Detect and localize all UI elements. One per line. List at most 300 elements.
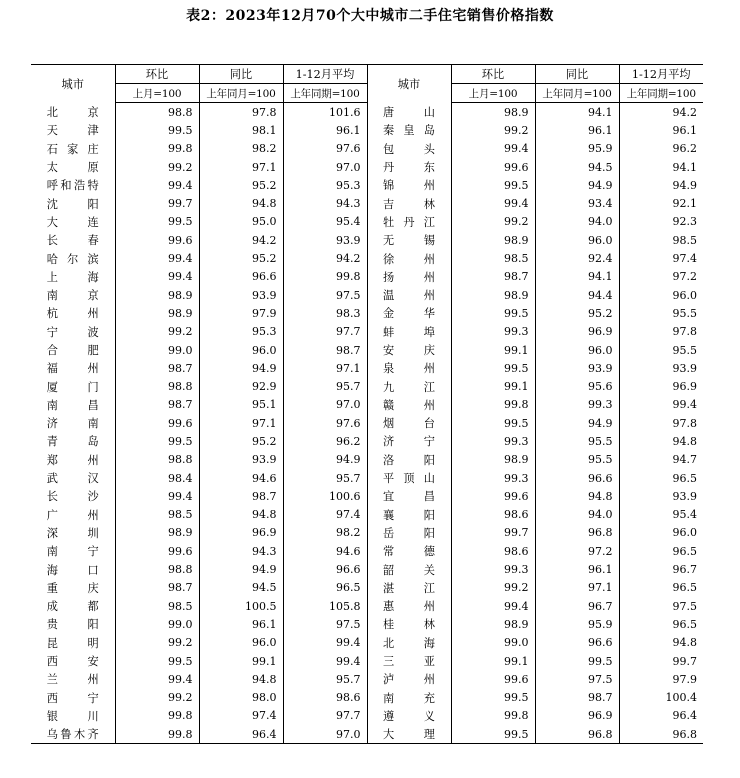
left-yoy-value: 94.3 bbox=[199, 542, 283, 560]
right-yoy-value: 95.5 bbox=[535, 432, 619, 450]
right-city-cell bbox=[367, 158, 451, 176]
left-city-cell bbox=[31, 469, 115, 487]
left-ytd-value: 94.9 bbox=[283, 451, 367, 469]
table-row bbox=[31, 140, 703, 158]
right-mom-value: 98.9 bbox=[451, 615, 535, 633]
ytd-base-left: 上年同期=100 bbox=[283, 84, 367, 103]
right-mom-value: 99.6 bbox=[451, 670, 535, 688]
right-mom-value: 99.3 bbox=[451, 323, 535, 341]
table-row bbox=[31, 634, 703, 652]
left-city-cell bbox=[31, 579, 115, 597]
yoy-base-left: 上年同月=100 bbox=[199, 84, 283, 103]
left-ytd-value: 98.3 bbox=[283, 304, 367, 322]
left-mom-value: 98.8 bbox=[115, 451, 199, 469]
left-mom-value: 98.9 bbox=[115, 304, 199, 322]
right-mom-value: 99.3 bbox=[451, 560, 535, 578]
right-city-cell bbox=[367, 469, 451, 487]
left-city-cell bbox=[31, 597, 115, 615]
left-city-cell bbox=[31, 231, 115, 249]
right-ytd-value: 94.2 bbox=[619, 103, 703, 122]
right-ytd-value: 94.9 bbox=[619, 176, 703, 194]
right-mom-value: 98.9 bbox=[451, 451, 535, 469]
left-city-cell bbox=[31, 487, 115, 505]
table-row bbox=[31, 103, 703, 122]
table-row bbox=[31, 689, 703, 707]
city-name: 海口 bbox=[46, 563, 99, 577]
right-city-cell bbox=[367, 634, 451, 652]
city-name: 呼和浩特 bbox=[46, 179, 99, 193]
left-yoy-value: 94.9 bbox=[199, 359, 283, 377]
left-yoy-value: 95.2 bbox=[199, 249, 283, 267]
right-mom-value: 99.5 bbox=[451, 725, 535, 744]
left-city-cell bbox=[31, 670, 115, 688]
city-name: 银川 bbox=[46, 709, 99, 723]
right-ytd-value: 97.5 bbox=[619, 597, 703, 615]
right-ytd-value: 96.5 bbox=[619, 469, 703, 487]
right-ytd-value: 97.4 bbox=[619, 249, 703, 267]
city-name: 北海 bbox=[383, 636, 435, 650]
left-mom-value: 99.2 bbox=[115, 158, 199, 176]
right-city-cell bbox=[367, 615, 451, 633]
left-city-cell bbox=[31, 615, 115, 633]
left-yoy-value: 96.4 bbox=[199, 725, 283, 744]
right-yoy-value: 94.8 bbox=[535, 487, 619, 505]
left-mom-value: 98.7 bbox=[115, 359, 199, 377]
left-ytd-value: 97.0 bbox=[283, 158, 367, 176]
right-mom-value: 99.2 bbox=[451, 579, 535, 597]
right-yoy-value: 96.9 bbox=[535, 707, 619, 725]
left-city-cell bbox=[31, 286, 115, 304]
city-name: 温州 bbox=[383, 289, 435, 303]
left-mom-value: 99.2 bbox=[115, 634, 199, 652]
right-city-cell bbox=[367, 231, 451, 249]
left-ytd-value: 94.6 bbox=[283, 542, 367, 560]
right-city-cell bbox=[367, 396, 451, 414]
right-yoy-value: 93.4 bbox=[535, 194, 619, 212]
left-ytd-value: 94.3 bbox=[283, 194, 367, 212]
left-yoy-value: 94.9 bbox=[199, 560, 283, 578]
table-row bbox=[31, 560, 703, 578]
left-ytd-value: 98.7 bbox=[283, 341, 367, 359]
right-mom-value: 99.1 bbox=[451, 652, 535, 670]
city-name: 沈阳 bbox=[46, 197, 99, 211]
right-mom-value: 99.3 bbox=[451, 432, 535, 450]
left-ytd-value: 101.6 bbox=[283, 103, 367, 122]
left-mom-value: 99.6 bbox=[115, 231, 199, 249]
city-name: 赣州 bbox=[383, 398, 435, 412]
right-yoy-value: 99.3 bbox=[535, 396, 619, 414]
left-yoy-value: 98.2 bbox=[199, 140, 283, 158]
city-name: 洛阳 bbox=[383, 453, 435, 467]
right-ytd-value: 96.7 bbox=[619, 560, 703, 578]
right-city-cell bbox=[367, 542, 451, 560]
right-mom-value: 98.5 bbox=[451, 249, 535, 267]
city-name: 厦门 bbox=[46, 380, 99, 394]
right-city-cell bbox=[367, 359, 451, 377]
left-yoy-value: 94.6 bbox=[199, 469, 283, 487]
left-city-cell bbox=[31, 341, 115, 359]
city-name: 安庆 bbox=[383, 344, 435, 357]
city-name: 济南 bbox=[46, 417, 99, 431]
table-row bbox=[31, 707, 703, 725]
city-name: 岳阳 bbox=[383, 526, 435, 540]
city-name: 烟台 bbox=[383, 417, 435, 431]
left-yoy-value: 97.1 bbox=[199, 414, 283, 432]
left-ytd-value: 93.9 bbox=[283, 231, 367, 249]
right-mom-value: 99.7 bbox=[451, 524, 535, 542]
right-mom-value: 98.9 bbox=[451, 286, 535, 304]
right-city-cell bbox=[367, 140, 451, 158]
table-row bbox=[31, 597, 703, 615]
right-city-cell bbox=[367, 560, 451, 578]
city-name: 西宁 bbox=[46, 691, 99, 705]
right-ytd-value: 96.9 bbox=[619, 377, 703, 395]
left-mom-value: 99.4 bbox=[115, 487, 199, 505]
right-city-cell bbox=[367, 451, 451, 469]
right-ytd-value: 100.4 bbox=[619, 689, 703, 707]
right-mom-value: 98.9 bbox=[451, 231, 535, 249]
right-city-cell bbox=[367, 304, 451, 322]
table-row bbox=[31, 652, 703, 670]
city-header-right: 城市 bbox=[367, 65, 451, 103]
left-mom-value: 98.9 bbox=[115, 524, 199, 542]
right-yoy-value: 99.5 bbox=[535, 652, 619, 670]
city-name: 郑州 bbox=[46, 453, 99, 467]
right-ytd-value: 97.8 bbox=[619, 414, 703, 432]
yoy-header-left: 同比 bbox=[199, 65, 283, 84]
city-name: 合肥 bbox=[46, 344, 99, 357]
right-ytd-value: 96.5 bbox=[619, 615, 703, 633]
city-name: 桂林 bbox=[383, 618, 435, 632]
left-mom-value: 99.4 bbox=[115, 176, 199, 194]
left-city-cell bbox=[31, 359, 115, 377]
right-ytd-value: 96.2 bbox=[619, 140, 703, 158]
right-city-cell bbox=[367, 213, 451, 231]
left-mom-value: 98.7 bbox=[115, 579, 199, 597]
right-mom-value: 99.5 bbox=[451, 414, 535, 432]
left-city-cell bbox=[31, 542, 115, 560]
mom-header-left: 环比 bbox=[115, 65, 199, 84]
left-mom-value: 99.5 bbox=[115, 121, 199, 139]
left-mom-value: 99.4 bbox=[115, 670, 199, 688]
right-mom-value: 99.4 bbox=[451, 140, 535, 158]
right-city-cell bbox=[367, 341, 451, 359]
right-city-cell bbox=[367, 597, 451, 615]
right-ytd-value: 97.2 bbox=[619, 268, 703, 286]
left-yoy-value: 95.2 bbox=[199, 432, 283, 450]
right-yoy-value: 96.6 bbox=[535, 634, 619, 652]
table-row bbox=[31, 487, 703, 505]
left-ytd-value: 95.7 bbox=[283, 670, 367, 688]
city-name: 三亚 bbox=[383, 655, 435, 669]
left-ytd-value: 97.6 bbox=[283, 140, 367, 158]
right-mom-value: 99.2 bbox=[451, 213, 535, 231]
right-city-cell bbox=[367, 707, 451, 725]
right-mom-value: 99.3 bbox=[451, 469, 535, 487]
table-row bbox=[31, 615, 703, 633]
price-index-table bbox=[31, 64, 703, 744]
right-yoy-value: 96.1 bbox=[535, 121, 619, 139]
left-yoy-value: 95.0 bbox=[199, 213, 283, 231]
city-name: 长春 bbox=[46, 234, 99, 248]
left-yoy-value: 94.2 bbox=[199, 231, 283, 249]
right-yoy-value: 96.1 bbox=[535, 560, 619, 578]
left-yoy-value: 94.8 bbox=[199, 194, 283, 212]
right-ytd-value: 94.1 bbox=[619, 158, 703, 176]
right-mom-value: 99.1 bbox=[451, 377, 535, 395]
right-city-cell bbox=[367, 670, 451, 688]
mom-header-right: 环比 bbox=[451, 65, 535, 84]
right-yoy-value: 96.8 bbox=[535, 725, 619, 744]
right-mom-value: 99.5 bbox=[451, 689, 535, 707]
table-row bbox=[31, 432, 703, 450]
table-row bbox=[31, 231, 703, 249]
city-name: 丹东 bbox=[383, 161, 435, 175]
right-ytd-value: 95.5 bbox=[619, 341, 703, 359]
right-yoy-value: 95.9 bbox=[535, 615, 619, 633]
right-ytd-value: 96.4 bbox=[619, 707, 703, 725]
city-name: 宁波 bbox=[46, 325, 99, 339]
right-city-cell bbox=[367, 725, 451, 744]
left-ytd-value: 94.2 bbox=[283, 249, 367, 267]
right-city-cell bbox=[367, 377, 451, 395]
city-name: 襄阳 bbox=[383, 508, 435, 522]
left-yoy-value: 98.1 bbox=[199, 121, 283, 139]
left-yoy-value: 92.9 bbox=[199, 377, 283, 395]
city-name: 大连 bbox=[46, 215, 99, 229]
table-row bbox=[31, 304, 703, 322]
city-name: 济宁 bbox=[383, 435, 435, 449]
left-ytd-value: 95.7 bbox=[283, 377, 367, 395]
right-mom-value: 99.5 bbox=[451, 359, 535, 377]
left-ytd-value: 97.5 bbox=[283, 615, 367, 633]
right-ytd-value: 97.9 bbox=[619, 670, 703, 688]
left-city-cell bbox=[31, 506, 115, 524]
city-name: 广州 bbox=[46, 508, 99, 522]
table-row bbox=[31, 176, 703, 194]
left-ytd-value: 99.8 bbox=[283, 268, 367, 286]
city-name: 唐山 bbox=[383, 105, 435, 119]
right-city-cell bbox=[367, 506, 451, 524]
table-row bbox=[31, 542, 703, 560]
right-yoy-value: 97.5 bbox=[535, 670, 619, 688]
right-mom-value: 98.9 bbox=[451, 103, 535, 122]
right-mom-value: 98.6 bbox=[451, 542, 535, 560]
city-name: 杭州 bbox=[46, 307, 99, 321]
left-mom-value: 98.7 bbox=[115, 396, 199, 414]
left-yoy-value: 100.5 bbox=[199, 597, 283, 615]
city-name: 金华 bbox=[383, 307, 435, 321]
right-mom-value: 99.4 bbox=[451, 597, 535, 615]
mom-base-left: 上月=100 bbox=[115, 84, 199, 103]
left-mom-value: 98.4 bbox=[115, 469, 199, 487]
left-mom-value: 99.6 bbox=[115, 542, 199, 560]
left-city-cell bbox=[31, 213, 115, 231]
left-ytd-value: 95.3 bbox=[283, 176, 367, 194]
right-ytd-value: 97.8 bbox=[619, 323, 703, 341]
left-mom-value: 99.7 bbox=[115, 194, 199, 212]
city-header-left: 城市 bbox=[31, 65, 115, 103]
table-row bbox=[31, 158, 703, 176]
right-mom-value: 98.6 bbox=[451, 506, 535, 524]
right-ytd-value: 94.8 bbox=[619, 432, 703, 450]
city-name: 青岛 bbox=[46, 435, 99, 449]
table-body bbox=[31, 103, 703, 744]
right-ytd-value: 93.9 bbox=[619, 359, 703, 377]
city-name: 上海 bbox=[46, 270, 99, 284]
left-yoy-value: 94.5 bbox=[199, 579, 283, 597]
left-yoy-value: 97.4 bbox=[199, 707, 283, 725]
right-ytd-value: 94.7 bbox=[619, 451, 703, 469]
city-name: 福州 bbox=[46, 362, 99, 376]
right-ytd-value: 98.5 bbox=[619, 231, 703, 249]
right-ytd-value: 99.7 bbox=[619, 652, 703, 670]
ytd-header-left: 1-12月平均 bbox=[283, 65, 367, 84]
left-yoy-value: 96.6 bbox=[199, 268, 283, 286]
left-city-cell bbox=[31, 304, 115, 322]
left-yoy-value: 95.1 bbox=[199, 396, 283, 414]
right-mom-value: 99.4 bbox=[451, 194, 535, 212]
left-ytd-value: 99.4 bbox=[283, 652, 367, 670]
right-yoy-value: 93.9 bbox=[535, 359, 619, 377]
left-city-cell bbox=[31, 707, 115, 725]
city-name: 遵义 bbox=[383, 709, 435, 723]
left-mom-value: 98.5 bbox=[115, 597, 199, 615]
left-city-cell bbox=[31, 158, 115, 176]
right-yoy-value: 96.6 bbox=[535, 469, 619, 487]
left-ytd-value: 96.2 bbox=[283, 432, 367, 450]
left-ytd-value: 97.0 bbox=[283, 396, 367, 414]
right-ytd-value: 92.3 bbox=[619, 213, 703, 231]
city-name: 无锡 bbox=[383, 234, 435, 248]
left-yoy-value: 97.1 bbox=[199, 158, 283, 176]
right-yoy-value: 94.5 bbox=[535, 158, 619, 176]
right-yoy-value: 94.4 bbox=[535, 286, 619, 304]
left-ytd-value: 98.2 bbox=[283, 524, 367, 542]
left-yoy-value: 95.3 bbox=[199, 323, 283, 341]
right-yoy-value: 95.5 bbox=[535, 451, 619, 469]
table-row bbox=[31, 359, 703, 377]
left-mom-value: 99.2 bbox=[115, 689, 199, 707]
left-mom-value: 99.2 bbox=[115, 323, 199, 341]
city-name: 哈尔滨 bbox=[46, 252, 99, 266]
table-row bbox=[31, 670, 703, 688]
city-name: 南京 bbox=[46, 289, 99, 303]
left-ytd-value: 97.7 bbox=[283, 323, 367, 341]
left-ytd-value: 97.7 bbox=[283, 707, 367, 725]
right-city-cell bbox=[367, 652, 451, 670]
right-yoy-value: 96.9 bbox=[535, 323, 619, 341]
left-yoy-value: 96.0 bbox=[199, 341, 283, 359]
left-mom-value: 98.5 bbox=[115, 506, 199, 524]
right-yoy-value: 96.7 bbox=[535, 597, 619, 615]
city-name: 锦州 bbox=[383, 179, 435, 193]
city-name: 石家庄 bbox=[46, 142, 99, 156]
city-name: 北京 bbox=[46, 105, 99, 119]
left-ytd-value: 96.6 bbox=[283, 560, 367, 578]
left-city-cell bbox=[31, 140, 115, 158]
left-city-cell bbox=[31, 432, 115, 450]
left-city-cell bbox=[31, 268, 115, 286]
right-city-cell bbox=[367, 414, 451, 432]
right-city-cell bbox=[367, 286, 451, 304]
left-mom-value: 98.9 bbox=[115, 286, 199, 304]
city-name: 天津 bbox=[46, 124, 99, 138]
left-city-cell bbox=[31, 377, 115, 395]
right-city-cell bbox=[367, 323, 451, 341]
right-ytd-value: 93.9 bbox=[619, 487, 703, 505]
city-name: 蚌埠 bbox=[383, 325, 435, 339]
right-yoy-value: 98.7 bbox=[535, 689, 619, 707]
left-yoy-value: 93.9 bbox=[199, 286, 283, 304]
right-yoy-value: 96.0 bbox=[535, 231, 619, 249]
city-name: 吉林 bbox=[383, 197, 435, 211]
left-yoy-value: 97.9 bbox=[199, 304, 283, 322]
table-row bbox=[31, 524, 703, 542]
left-mom-value: 98.8 bbox=[115, 560, 199, 578]
right-city-cell bbox=[367, 432, 451, 450]
city-name: 湛江 bbox=[383, 581, 435, 595]
left-ytd-value: 95.4 bbox=[283, 213, 367, 231]
city-name: 泉州 bbox=[383, 362, 435, 376]
right-yoy-value: 94.1 bbox=[535, 103, 619, 122]
table-row bbox=[31, 341, 703, 359]
table-row bbox=[31, 377, 703, 395]
city-name: 成都 bbox=[46, 600, 99, 614]
left-ytd-value: 96.5 bbox=[283, 579, 367, 597]
left-mom-value: 99.4 bbox=[115, 268, 199, 286]
table-row bbox=[31, 286, 703, 304]
right-yoy-value: 96.0 bbox=[535, 341, 619, 359]
right-yoy-value: 94.0 bbox=[535, 506, 619, 524]
table-row bbox=[31, 194, 703, 212]
city-name: 徐州 bbox=[383, 252, 435, 266]
left-mom-value: 99.8 bbox=[115, 707, 199, 725]
left-city-cell bbox=[31, 121, 115, 139]
left-yoy-value: 96.0 bbox=[199, 634, 283, 652]
right-ytd-value: 95.5 bbox=[619, 304, 703, 322]
right-city-cell bbox=[367, 579, 451, 597]
left-yoy-value: 95.2 bbox=[199, 176, 283, 194]
right-mom-value: 99.5 bbox=[451, 304, 535, 322]
right-mom-value: 99.6 bbox=[451, 158, 535, 176]
table-row bbox=[31, 268, 703, 286]
left-yoy-value: 99.1 bbox=[199, 652, 283, 670]
right-city-cell bbox=[367, 524, 451, 542]
right-ytd-value: 96.0 bbox=[619, 524, 703, 542]
left-mom-value: 99.8 bbox=[115, 140, 199, 158]
right-city-cell bbox=[367, 176, 451, 194]
right-city-cell bbox=[367, 249, 451, 267]
table-row bbox=[31, 451, 703, 469]
right-mom-value: 99.1 bbox=[451, 341, 535, 359]
left-city-cell bbox=[31, 524, 115, 542]
right-yoy-value: 95.9 bbox=[535, 140, 619, 158]
right-yoy-value: 97.1 bbox=[535, 579, 619, 597]
city-name: 平顶山 bbox=[383, 472, 435, 486]
city-name: 扬州 bbox=[383, 270, 435, 284]
table-row bbox=[31, 249, 703, 267]
right-ytd-value: 96.5 bbox=[619, 542, 703, 560]
left-mom-value: 99.4 bbox=[115, 249, 199, 267]
right-ytd-value: 96.5 bbox=[619, 579, 703, 597]
table-row bbox=[31, 579, 703, 597]
ytd-base-right: 上年同期=100 bbox=[619, 84, 703, 103]
left-ytd-value: 95.7 bbox=[283, 469, 367, 487]
left-city-cell bbox=[31, 249, 115, 267]
left-yoy-value: 98.0 bbox=[199, 689, 283, 707]
left-mom-value: 99.0 bbox=[115, 341, 199, 359]
